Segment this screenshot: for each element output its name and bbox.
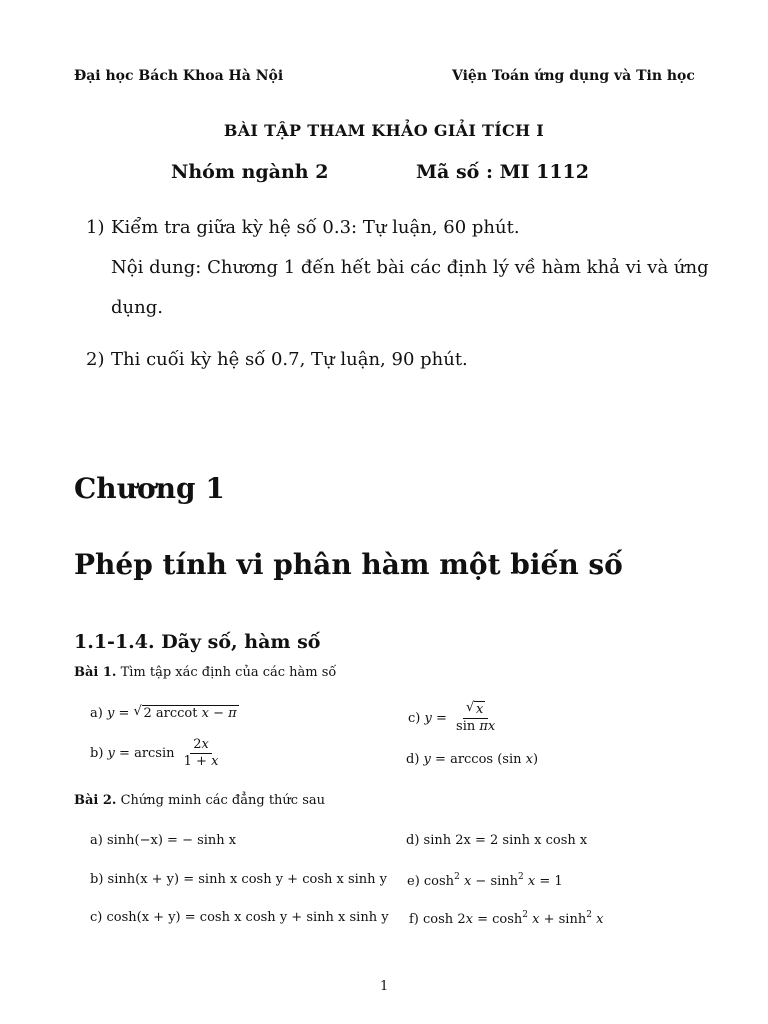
item-tag: c) (90, 910, 103, 925)
problem-1-prompt: Tìm tập xác định của các hàm số (120, 665, 337, 680)
header-right: Viện Toán ứng dụng và Tin học (452, 68, 695, 84)
subtitle-group: Nhóm ngành 2 (171, 161, 329, 183)
formula-2e: $\cosh^2 x - \sinh^2 x = 1$ (423, 872, 563, 889)
problem-1-item-c (408, 700, 500, 734)
exam-item-1-number: 1) (86, 217, 105, 238)
subtitle-code: Mã số : MI 1112 (416, 161, 589, 183)
problem-2-item-c (90, 910, 389, 925)
formula-a: y = √ 2 arccot x − π (106, 704, 237, 721)
section-title: 1.1-1.4. Dãy số, hàm số (74, 631, 321, 653)
problem-2-item-d (406, 833, 587, 848)
formula-2b: sinh(x + y) = sinh x cosh y + cosh x sinh y (107, 872, 388, 887)
exam-item-1-line2: Nội dung: Chương 1 đến hết bài các định lý về hàm khả vi và ứng (111, 257, 709, 278)
exam-item-1-line3: dụng. (111, 297, 163, 318)
item-tag: c) (408, 711, 421, 726)
formula-b: y = arcsin $\frac{2x}{1 + x}$ (107, 737, 219, 769)
chapter-label: Chương 1 (74, 472, 225, 505)
item-tag: b) (90, 746, 104, 761)
problem-2-item-f (409, 910, 603, 927)
problem-2-item-a (90, 833, 236, 848)
header-left: Đại học Bách Khoa Hà Nội (74, 68, 284, 84)
formula-2f: $\cosh 2x = \cosh^2 x + \sinh^2 x$ (423, 910, 604, 927)
problem-2-prompt: Chứng minh các đẳng thức sau (120, 793, 325, 808)
problem-1-heading (74, 665, 336, 680)
item-tag: e) (407, 874, 420, 889)
problem-2-item-b (90, 872, 387, 887)
exam-item-2-number: 2) (86, 349, 105, 370)
problem-1-item-d (406, 752, 538, 767)
page-number: 1 (380, 979, 389, 994)
item-tag: a) (90, 833, 103, 848)
item-tag: d) (406, 833, 420, 848)
problem-1-item-b (90, 738, 223, 769)
problem-1-item-a (90, 706, 239, 721)
page-title: BÀI TẬP THAM KHẢO GIẢI TÍCH I (223, 121, 545, 140)
item-tag: d) (406, 752, 420, 767)
formula-2d: sinh 2x = 2 sinh x cosh x (423, 833, 588, 848)
formula-d: y = arccos (sin x) (423, 752, 539, 767)
item-tag: a) (90, 706, 103, 721)
formula-2a: sinh(−x) = − sinh x (106, 833, 237, 848)
problem-1-label: Bài 1. (74, 665, 117, 680)
exam-item-1-line1: Kiểm tra giữa kỳ hệ số 0.3: Tự luận, 60 phút. (111, 217, 520, 238)
problem-2-item-e (407, 872, 563, 889)
exam-item-2-line1: Thi cuối kỳ hệ số 0.7, Tự luận, 90 phút. (111, 349, 468, 370)
problem-2-label: Bài 2. (74, 793, 117, 808)
problem-2-heading (74, 793, 325, 808)
formula-c: y = √ x sin πx (424, 700, 496, 734)
chapter-title: Phép tính vi phân hàm một biến số (74, 548, 623, 581)
item-tag: f) (409, 912, 419, 927)
formula-2c: cosh(x + y) = cosh x cosh y + sinh x sinh y (106, 910, 389, 925)
item-tag: b) (90, 872, 104, 887)
